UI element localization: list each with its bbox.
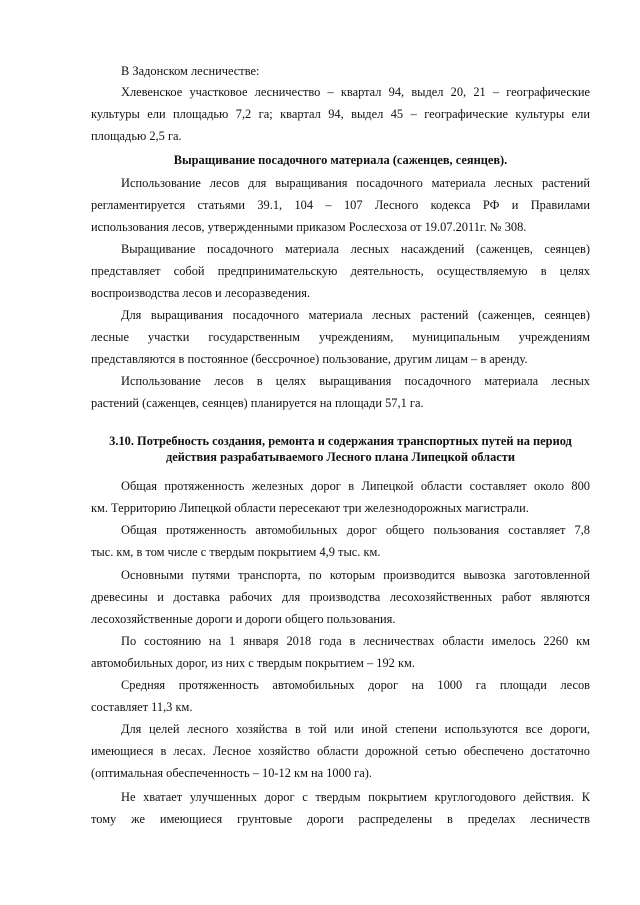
text-line: Общая протяженность железных дорог в Липецкой области составляет около 800 — [121, 479, 590, 493]
section-heading: действия разрабатываемого Лесного плана Липецкой области — [165, 450, 516, 464]
text-line: тому же имеющиеся грунтовые дороги распределены в пределах лесничеств — [91, 812, 590, 826]
text-line: Использование лесов в целях выращивания посадочного материала лесных — [121, 374, 590, 388]
text-line: растений (саженцев, сеянцев) планируется на площади 57,1 га. — [91, 396, 424, 410]
section-heading: 3.10. Потребность создания, ремонта и содержания транспортных путей на период — [109, 434, 572, 448]
text-line: Основными путями транспорта, по которым производится вывозка заготовленной — [121, 568, 590, 582]
text-line: Для целей лесного хозяйства в той или иной степени используются все дороги, — [121, 722, 590, 736]
text-line: (оптимальная обеспеченность – 10-12 км на 1000 га). — [91, 766, 372, 780]
text-line: воспроизводства лесов и лесоразведения. — [91, 286, 311, 300]
text-line: Использование лесов для выращивания посадочного материала лесных растений — [121, 176, 590, 190]
text-line: Хлевенское участковое лесничество – квартал 94, выдел 20, 21 – географические — [121, 85, 590, 99]
text-line: По состоянию на 1 января 2018 года в лесничествах области имелось 2260 км — [121, 634, 590, 648]
text-line: Для выращивания посадочного материала лесных растений (саженцев, сеянцев) — [121, 308, 590, 322]
text-line: автомобильных дорог, из них с твердым покрытием – 192 км. — [91, 656, 415, 670]
text-line: древесины и доставка рабочих для производства лесохозяйственных работ являются — [91, 590, 590, 604]
text-line: культуры ели площадью 7,2 га; квартал 94, выдел 45 – географические культуры ели — [91, 107, 590, 121]
text-line: Средняя протяженность автомобильных дорог на 1000 га площади лесов — [121, 678, 590, 692]
text-line: В Задонском лесничестве: — [121, 64, 260, 78]
text-line: имеющиеся в лесах. Лесное хозяйство области дорожной сетью обеспечено достаточно — [91, 744, 590, 758]
text-line: тыс. км, в том числе с твердым покрытием 4,9 тыс. км. — [91, 545, 381, 559]
section-heading: Выращивание посадочного материала (саженцев, сеянцев). — [173, 153, 508, 167]
text-line: площадью 2,5 га. — [91, 129, 182, 143]
text-line: Выращивание посадочного материала лесных насаждений (саженцев, сеянцев) — [121, 242, 590, 256]
text-line: км. Территорию Липецкой области пересекают три железнодорожных магистрали. — [91, 501, 529, 515]
text-line: Не хватает улучшенных дорог с твердым покрытием круглогодового действия. К — [121, 790, 590, 804]
text-line: регламентируется статьями 39.1, 104 – 107 Лесного кодекса РФ и Правилами — [91, 198, 590, 212]
text-line: использования лесов, утвержденными приказом Рослесхоза от 19.07.2011г. № 308. — [91, 220, 527, 234]
text-line: лесные участки государственным учреждениям, муниципальным учреждениям — [91, 330, 590, 344]
text-line: составляет 11,3 км. — [91, 700, 193, 714]
text-line: лесохозяйственные дороги и дороги общего пользования. — [91, 612, 396, 626]
text-line: представляет собой предпринимательскую деятельность, осуществляемую в целях — [91, 264, 590, 278]
text-line: Общая протяженность автомобильных дорог общего пользования составляет 7,8 — [121, 523, 590, 537]
text-line: представляются в постоянное (бессрочное) пользование, другим лицам – в аренду. — [91, 352, 528, 366]
